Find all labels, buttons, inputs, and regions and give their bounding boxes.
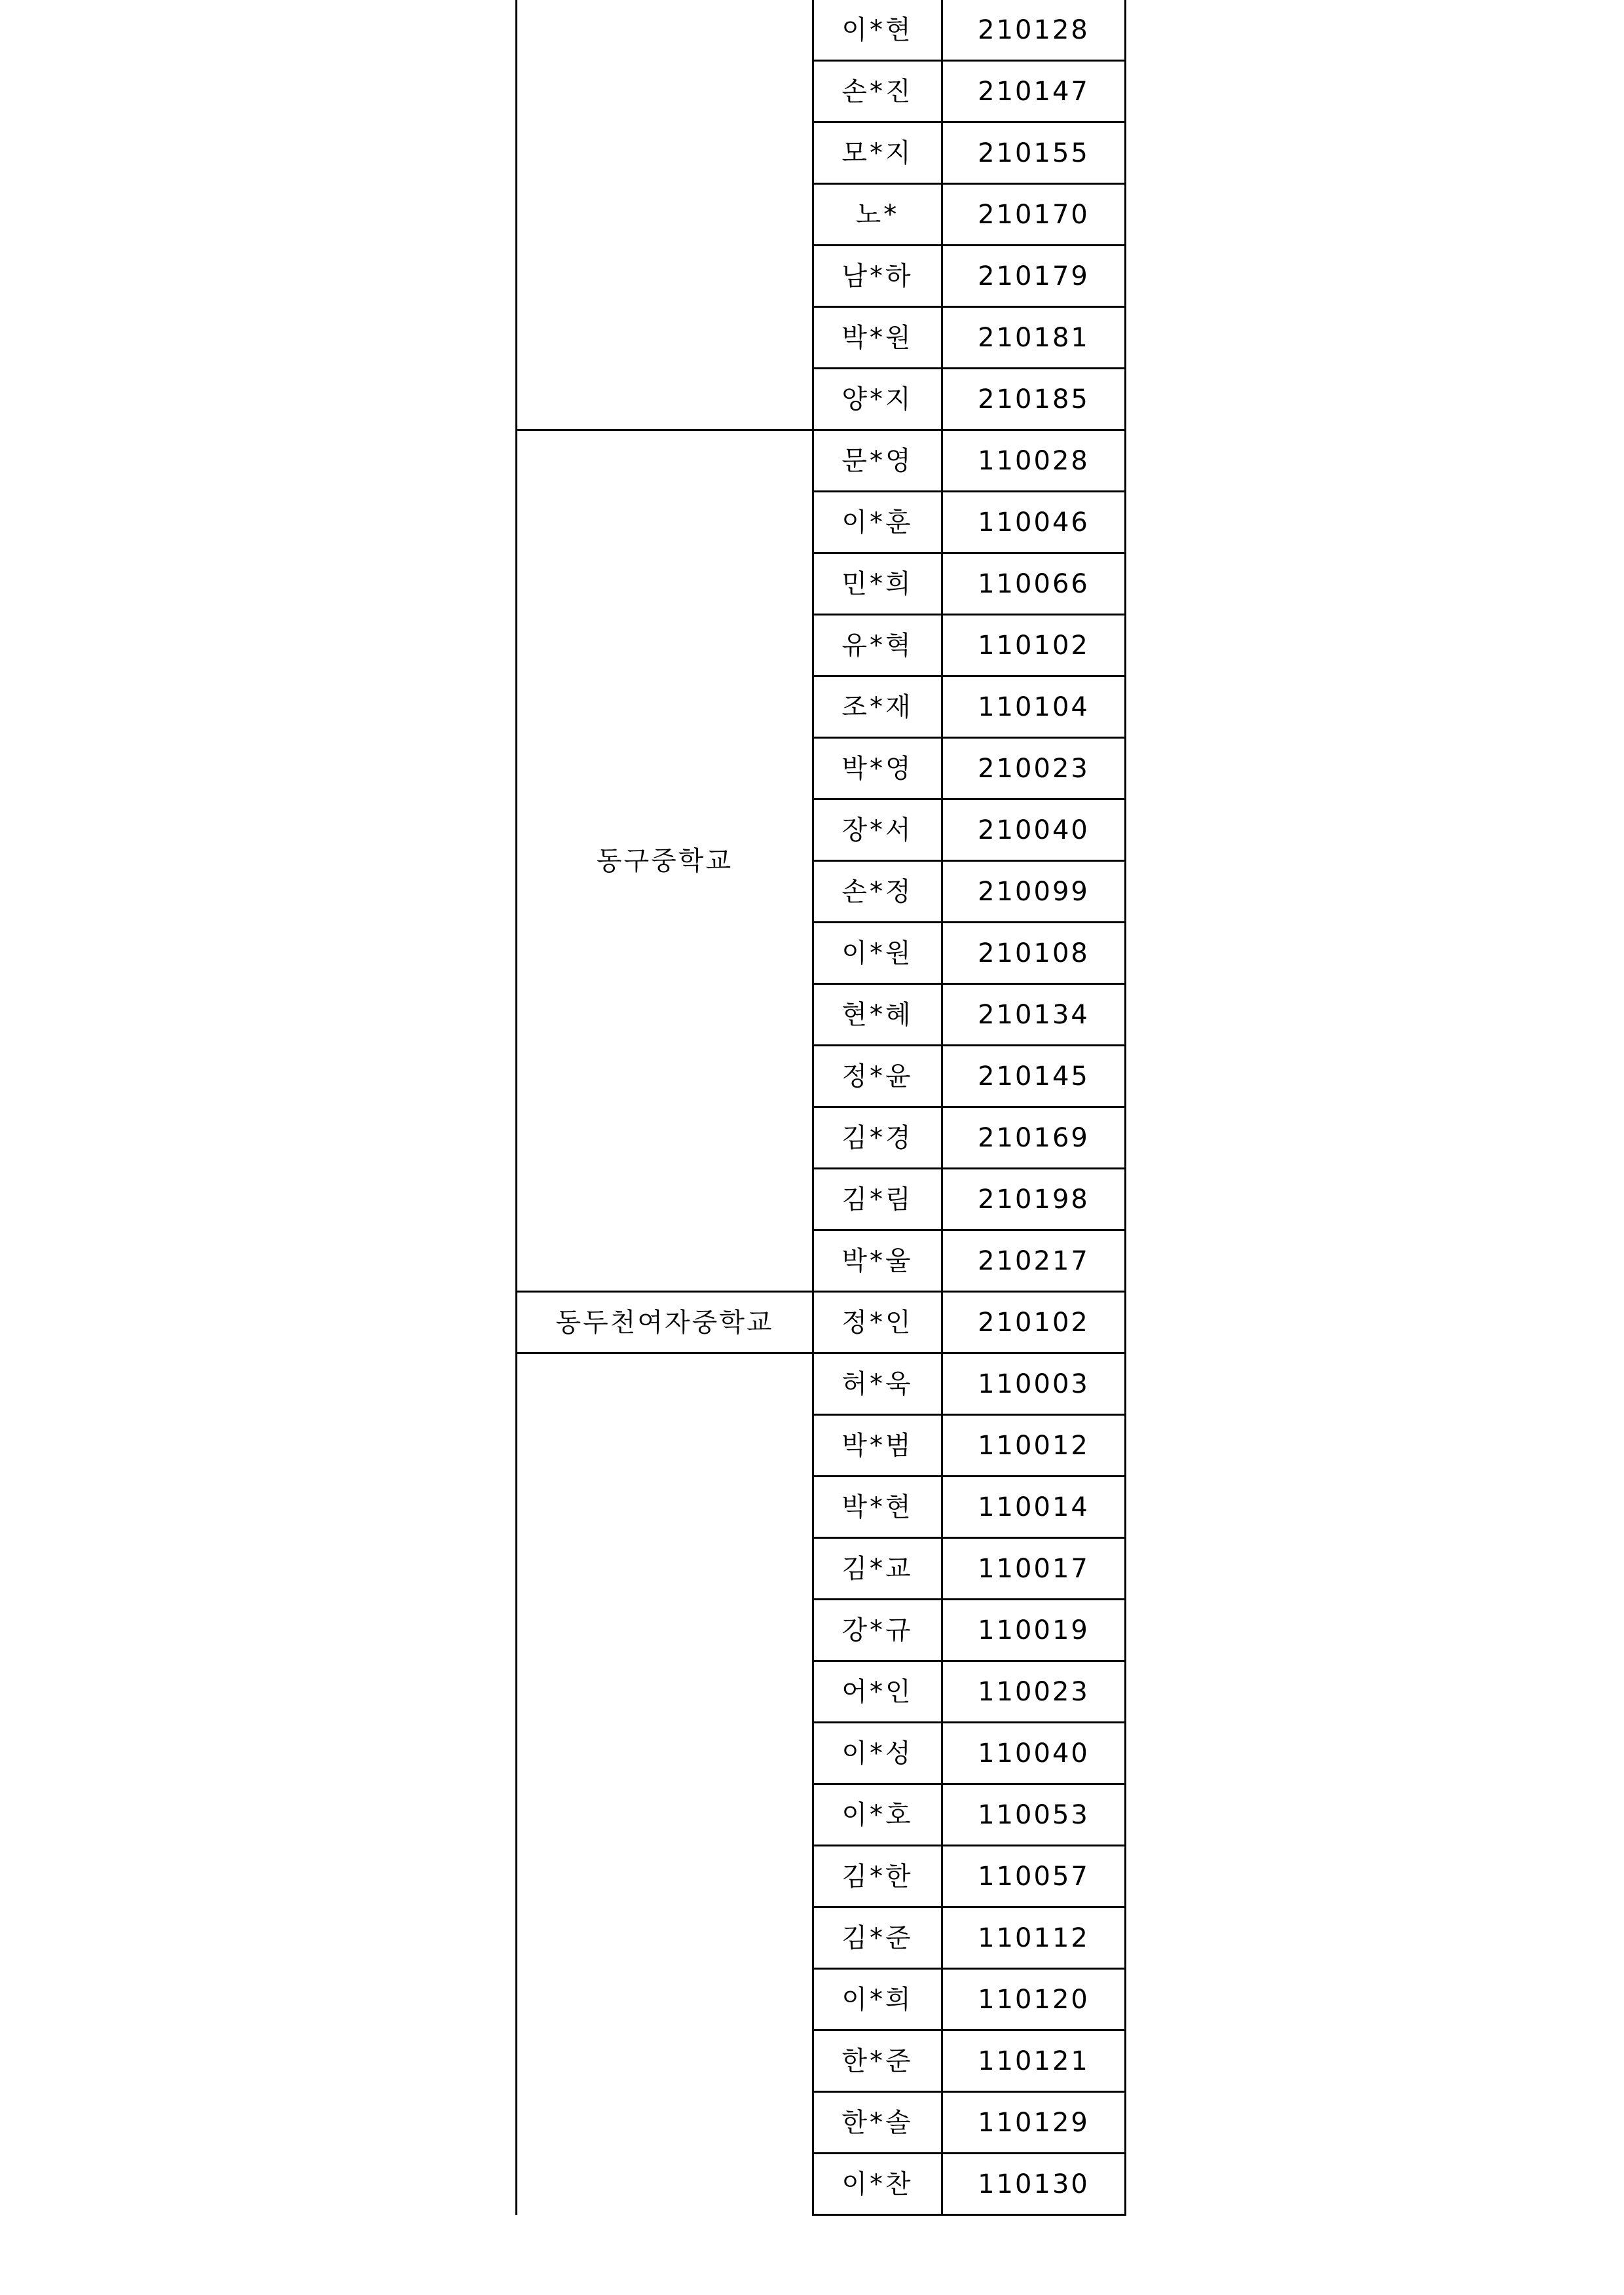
student-name-cell: 강*규	[813, 1600, 942, 1661]
student-number-cell: 110017	[942, 1538, 1126, 1600]
student-number-cell: 210217	[942, 1230, 1126, 1292]
school-cell	[517, 0, 813, 430]
student-number-cell: 210147	[942, 61, 1126, 122]
student-name-cell: 박*원	[813, 307, 942, 369]
student-name-cell: 이*훈	[813, 492, 942, 553]
student-number-cell: 110121	[942, 2030, 1126, 2092]
student-number-cell: 110102	[942, 615, 1126, 676]
student-number-cell: 110040	[942, 1723, 1126, 1784]
student-name-cell: 어*인	[813, 1661, 942, 1723]
student-name-cell: 손*정	[813, 861, 942, 923]
student-name-cell: 민*희	[813, 553, 942, 615]
student-number-cell: 110019	[942, 1600, 1126, 1661]
student-name-cell: 이*성	[813, 1723, 942, 1784]
student-name-cell: 문*영	[813, 430, 942, 492]
student-number-cell: 110023	[942, 1661, 1126, 1723]
student-name-cell: 정*윤	[813, 1046, 942, 1107]
student-number-cell: 210040	[942, 799, 1126, 861]
student-number-cell: 210181	[942, 307, 1126, 369]
student-number-cell: 210023	[942, 738, 1126, 799]
student-name-cell: 노*	[813, 184, 942, 246]
student-number-cell: 210179	[942, 246, 1126, 307]
table-row	[517, 1292, 1126, 1353]
student-name-cell: 박*울	[813, 1230, 942, 1292]
student-name-cell: 허*욱	[813, 1353, 942, 1415]
student-number-cell: 110129	[942, 2092, 1126, 2154]
student-number-cell: 110014	[942, 1477, 1126, 1538]
student-number-cell: 110046	[942, 492, 1126, 553]
table-row	[517, 0, 1126, 61]
student-number-cell: 210102	[942, 1292, 1126, 1353]
school-cell	[517, 1353, 813, 2215]
student-name-cell: 김*림	[813, 1169, 942, 1230]
student-name-cell: 김*교	[813, 1538, 942, 1600]
student-name-cell: 이*희	[813, 1969, 942, 2030]
student-number-cell: 110066	[942, 553, 1126, 615]
student-number-cell: 210198	[942, 1169, 1126, 1230]
table-row	[517, 1353, 1126, 1415]
student-name-cell: 조*재	[813, 676, 942, 738]
student-name-cell: 이*찬	[813, 2154, 942, 2215]
student-number-cell: 110120	[942, 1969, 1126, 2030]
student-name-cell: 박*현	[813, 1477, 942, 1538]
student-number-cell: 110053	[942, 1784, 1126, 1846]
student-name-cell: 남*하	[813, 246, 942, 307]
student-table	[515, 0, 1126, 2216]
student-number-cell: 110104	[942, 676, 1126, 738]
student-name-cell: 김*경	[813, 1107, 942, 1169]
student-name-cell: 모*지	[813, 122, 942, 184]
student-name-cell: 이*현	[813, 0, 942, 61]
student-number-cell: 210185	[942, 369, 1126, 430]
school-cell: 동구중학교	[517, 430, 813, 1292]
student-name-cell: 유*혁	[813, 615, 942, 676]
student-number-cell: 210155	[942, 122, 1126, 184]
student-name-cell: 이*원	[813, 923, 942, 984]
student-number-cell: 110028	[942, 430, 1126, 492]
student-name-cell: 박*영	[813, 738, 942, 799]
student-number-cell: 210145	[942, 1046, 1126, 1107]
student-name-cell: 김*한	[813, 1846, 942, 1907]
student-name-cell: 손*진	[813, 61, 942, 122]
student-name-cell: 박*범	[813, 1415, 942, 1477]
student-number-cell: 210134	[942, 984, 1126, 1046]
student-number-cell: 110057	[942, 1846, 1126, 1907]
student-name-cell: 정*인	[813, 1292, 942, 1353]
student-number-cell: 210170	[942, 184, 1126, 246]
student-number-cell: 210128	[942, 0, 1126, 61]
table-row	[517, 430, 1126, 492]
student-number-cell: 110112	[942, 1907, 1126, 1969]
student-name-cell: 장*서	[813, 799, 942, 861]
student-name-cell: 이*호	[813, 1784, 942, 1846]
student-number-cell: 110130	[942, 2154, 1126, 2215]
student-number-cell: 110003	[942, 1353, 1126, 1415]
table-body	[517, 0, 1126, 2215]
student-number-cell: 210108	[942, 923, 1126, 984]
student-number-cell: 210169	[942, 1107, 1126, 1169]
student-name-cell: 현*혜	[813, 984, 942, 1046]
student-name-cell: 한*준	[813, 2030, 942, 2092]
student-name-cell: 한*솔	[813, 2092, 942, 2154]
student-number-cell: 110012	[942, 1415, 1126, 1477]
school-cell: 동두천여자중학교	[517, 1292, 813, 1353]
student-name-cell: 양*지	[813, 369, 942, 430]
student-name-cell: 김*준	[813, 1907, 942, 1969]
student-number-cell: 210099	[942, 861, 1126, 923]
